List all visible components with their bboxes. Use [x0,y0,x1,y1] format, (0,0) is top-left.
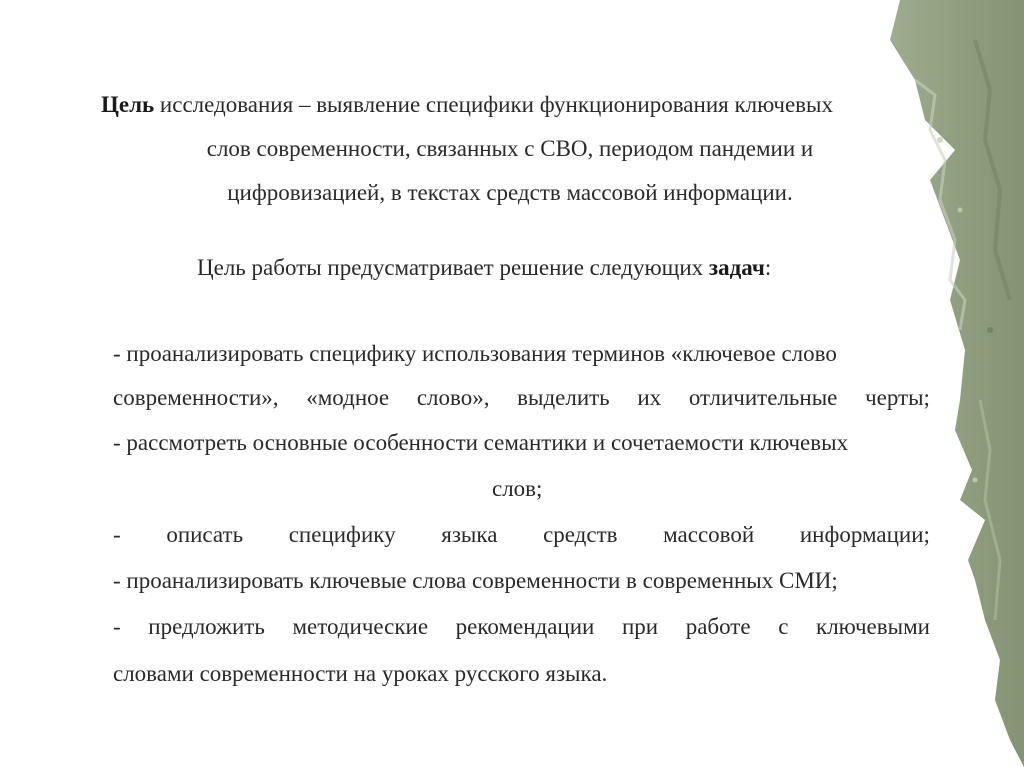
task-word: средств [543,522,618,547]
task-word: информации; [799,522,930,547]
task-line-justified [113,520,930,550]
task-word: выделить [517,385,610,410]
task-word: их [637,385,662,410]
task-word: рекомендации [455,614,595,639]
task-word: - [113,614,121,639]
task-line: словами современности на уроках русского языка. [113,661,608,686]
task-word: с [778,614,789,639]
task-word: языка [441,522,498,547]
task-word: отличительные [688,385,838,410]
task-word: массовой [663,522,755,547]
task-word: при [621,614,659,639]
task-word: черты; [865,385,930,410]
goal-line-1-text: исследования – выявление специфики функционирования ключевых [154,92,833,117]
task-line: - рассмотреть основные особенности семантики и сочетаемости ключевых [113,430,849,455]
task-line: слов; [492,476,543,501]
goal-line-2: слов современности, связанных с СВО, периодом пандемии и [206,136,814,161]
task-line: - проанализировать ключевые слова современности в современных СМИ; [113,568,838,593]
task-word: описать [166,522,244,547]
task-word: ключевыми [816,614,930,639]
goal-line-1 [101,90,833,120]
task-line-justified [113,612,930,642]
task-word: - [113,522,121,547]
goal-line-3: цифровизацией, в текстах средств массовой информации. [227,180,793,205]
tasks-intro-colon: : [764,255,772,280]
tasks-intro-text: Цель работы предусматривает решение следующих [197,255,709,280]
task-word: «модное [306,385,390,410]
task-word: предложить [148,614,265,639]
task-word: методические [292,614,429,639]
tasks-intro [197,253,771,283]
task-line-justified [113,383,930,413]
tasks-intro-bold: задач [708,255,765,280]
goal-lead-word: Цель [101,92,155,117]
task-word: слово», [416,385,490,410]
task-word: современности», [113,385,279,410]
task-line: - проанализировать специфику использования терминов «ключевое слово [113,341,837,366]
task-word: работе [685,614,751,639]
task-word: специфику [288,522,396,547]
